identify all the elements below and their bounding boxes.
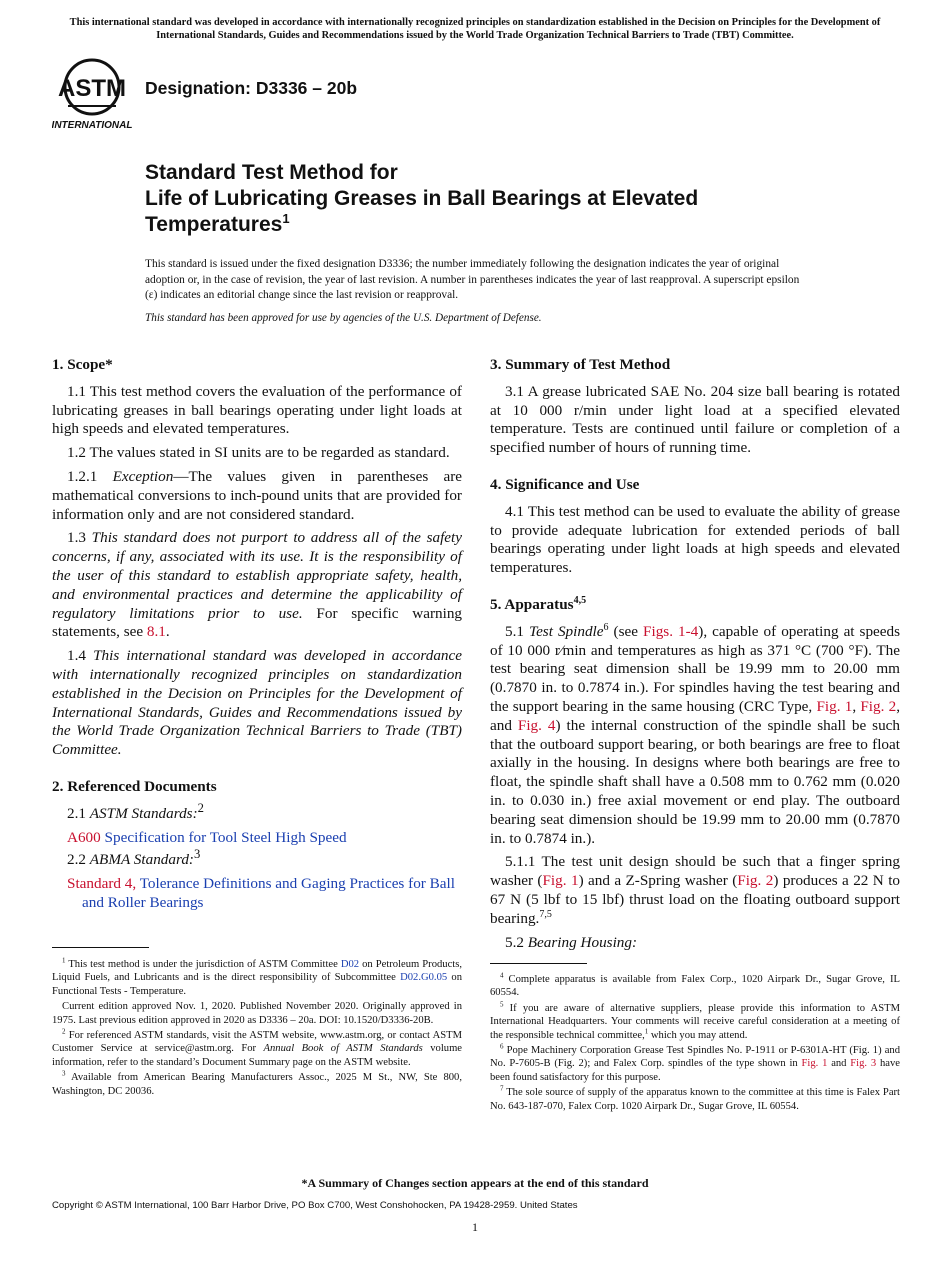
footnote-5: $^5$ If you are aware of alternative suppliers, please provide this information to ASTM International Headquarters. Your comments will receive careful consideration at a meeting of the responsible technical committee,$^1$ which you may attend. bbox=[490, 1000, 900, 1041]
para-3-1: 3.1 A grease lubricated SAE No. 204 size ball bearing is rotated at 10 000 r/min under light load at a specified elevated temperature. Tests are continued until failure or completion of a specified number of hours of running time. bbox=[490, 382, 900, 457]
right-column bbox=[490, 356, 900, 957]
title-line2: Life of Lubricating Greases in Ball Bearings at Elevated Temperatures bbox=[145, 187, 699, 236]
footnote-1: $^1$ This test method is under the jurisdiction of ASTM Committee D02 on Petroleum Products, Liquid Fuels, and Lubricants and is the direct responsibility of Subcommittee D02.G0.05 on Functional Tests - Temperature. bbox=[52, 956, 463, 997]
link-fig-2[interactable]: Fig. 2 bbox=[860, 697, 897, 715]
para-2-2: 2.2 ABMA Standard:$^3$ bbox=[67, 847, 201, 869]
logo-text: ASTM bbox=[58, 75, 126, 102]
astm-logo bbox=[52, 56, 136, 132]
footnote-2: $^2$ For referenced ASTM standards, visit the ASTM website, www.astm.org, or contact ASTM Customer Service at service@astm.org. For Annual Book of ASTM Standards volume information, refer to the standard’s Document Summary page on the ASTM website. bbox=[52, 1027, 463, 1068]
footnote-3: $^3$ Available from American Bearing Manufacturers Assoc., 2025 M St., NW, Ste 800, Washington, DC 20036. bbox=[52, 1069, 462, 1097]
footnotes-right bbox=[490, 973, 900, 1115]
link-fig-1[interactable]: Fig. 1 bbox=[816, 697, 853, 715]
page-number: 1 bbox=[472, 1220, 478, 1234]
para-1-2: 1.2 The values stated in SI units are to be regarded as standard. bbox=[67, 444, 450, 462]
link-a600[interactable]: A600 bbox=[67, 828, 101, 846]
para-5-1-1: 5.1.1 The test unit design should be such that a finger spring washer (Fig. 1) and a Z-Spring washer (Fig. 2) produces a 22 N to 67 N (5 lbf to 15 lbf) thrust load on the floating outboard support bearing.$^{7,5}$ bbox=[490, 853, 901, 927]
link-fig-1-b[interactable]: Fig. 1 bbox=[542, 872, 579, 890]
para-5-1: 5.1 Test Spindle$^6$ (see Figs. 1-4), capable of operating at speeds of 10 000 r⁄min and temperatures as high as 371 °C (700 °F). The test bearing seat dimension shall be 19.99 mm to 20.00 mm (0.7870 in. to 0.7874 in.). For spindles having the test bearing and the support bearing in the same housing (CRC Type, Fig. 1, Fig. 2, and Fig. 4) the internal construction of the spindle shall be such that the outboard support bearing, or both bearings are free to float axially in the housing. In designs where both bearings are free to float, the spindle shaft shall have a 0.508 mm to 0.762 mm (0.020 in. to 0.030 in.) free axial movement or end play. The outboard bearing seat dimension should be 19.99 mm to 20.00 mm (0.7870 in. to 0.7874 in.). bbox=[490, 621, 901, 847]
footnote-7: $^7$ The sole source of supply of the apparatus known to the committee at this time is Falex Part No. 643-187-070, Falex Corp. 1020 Airpark Dr., Sugar Grove, IL 60554. bbox=[490, 1084, 900, 1112]
para-1-3: 1.3 This standard does not purport to address all of the safety concerns, if any, associated with its use. It is the responsibility of the user of this standard to establish appropriate safety, health, and environmental practices and determine the applicability of regulatory limitations prior to use. For specific warning statements, see 8.1. bbox=[52, 529, 463, 641]
link-standard-4[interactable]: Standard 4, bbox=[67, 875, 137, 893]
para-1-1: 1.1 This test method covers the evaluation of the performance of lubricating greases in ball bearings operating under light loads at high speeds and elevated temperatures. bbox=[52, 382, 462, 438]
left-column bbox=[52, 356, 462, 917]
link-fig-2-b[interactable]: Fig. 2 bbox=[737, 872, 774, 890]
designation: Designation: D3336 – 20b bbox=[145, 78, 358, 98]
link-figs-1-4[interactable]: Figs. 1-4 bbox=[643, 622, 699, 640]
link-standard-4-title[interactable]: Tolerance Definitions and Gaging Practices for Ball and Roller Bearings bbox=[82, 875, 455, 911]
title-footnote-mark: 1 bbox=[282, 211, 290, 226]
copyright: Copyright © ASTM International, 100 Barr Harbor Drive, PO Box C700, West Conshohocken, PA 19428-2959. United States bbox=[52, 1200, 578, 1211]
footnote-1-edition: Current edition approved Nov. 1, 2020. Published November 2020. Originally approved in 1975. Last previous edition approved in 2020 as D3336 – 20a. DOI: 10.1520/D3336-20B. bbox=[52, 1001, 462, 1026]
footnote-6: $^6$ Pope Machinery Corporation Grease Test Spindles No. P-1911 or P-6301A-HT (Fig. 1) and No. P-7605-B (Fig. 2); and Falex Corp. spindles of the type shown in Fig. 1 and Fig. 3 have been found satisfactory for this purpose. bbox=[490, 1042, 900, 1083]
title-line1: Standard Test Method for bbox=[145, 161, 398, 184]
apparatus-heading: 5. Apparatus$^{4,5}$ bbox=[490, 594, 587, 613]
link-d02-g0-05[interactable]: D02.G0.05 bbox=[400, 972, 448, 984]
footnotes-left bbox=[52, 958, 462, 1100]
referenced-heading: 2. Referenced Documents bbox=[52, 777, 217, 795]
para-4-1: 4.1 This test method can be used to evaluate the ability of grease to provide adequate lubrication for extended periods of ball bearings operating under light loads at high speeds and elevated temperatures. bbox=[490, 502, 900, 577]
link-8-1[interactable]: 8.1 bbox=[146, 623, 166, 641]
significance-heading: 4. Significance and Use bbox=[490, 475, 640, 493]
scope-heading: 1. Scope* bbox=[52, 356, 113, 373]
dod-approval: This standard has been approved for use by agencies of the U.S. Department of Defense. bbox=[145, 312, 542, 324]
footnote-rule-right bbox=[490, 963, 587, 964]
para-2-1: 2.1 ASTM Standards:$^2$ bbox=[67, 800, 204, 822]
para-5-2: 5.2 Bearing Housing: bbox=[505, 933, 638, 951]
logo-subtext: INTERNATIONAL bbox=[52, 120, 133, 131]
footnote-4: $^4$ Complete apparatus is available from Falex Corp., 1020 Airpark Dr., Sugar Grove, IL 60554. bbox=[490, 971, 900, 999]
intro-text: This standard is issued under the fixed designation D3336; the number immediately following the designation indicates the year of original adoption or, in the case of revision, the year of last revision. A number in parentheses indicates the year of last reapproval. A superscript epsilon (ε) indicates an editorial change since the last revision or reapproval. bbox=[145, 258, 800, 301]
footnote-rule-left bbox=[52, 947, 149, 948]
ref-standard-4 bbox=[52, 875, 462, 913]
para-1-4: 1.4 This international standard was developed in accordance with internationally recognized principles on standardization established in the Decision on Principles for the Development of International Standards, Guides and Recommendations issued by the World Trade Organization Technical Barriers to Trade (TBT) Committee. bbox=[52, 647, 463, 759]
page-title bbox=[145, 160, 845, 238]
header-notice: This international standard was developed in accordance with internationally recognized principles on standardization established in the Decision on Principles for the Development of International Standards, Guides and Recommendations issued by the World Trade Organization Technical Barriers to Trade (TBT) Committee. bbox=[69, 17, 881, 41]
para-1-2-1: 1.2.1 Exception—The values given in parentheses are mathematical conversions to inch-pound units that are provided for information only and are not considered standard. bbox=[52, 467, 462, 523]
link-a600-title[interactable]: Specification for Tool Steel High Speed bbox=[104, 828, 347, 846]
link-fn-fig-1[interactable]: Fig. 1 bbox=[801, 1058, 828, 1070]
link-fig-4[interactable]: Fig. 4 bbox=[517, 716, 556, 734]
link-d02[interactable]: D02 bbox=[340, 959, 360, 970]
link-fn-fig-3[interactable]: Fig. 3 bbox=[850, 1058, 877, 1070]
summary-heading: 3. Summary of Test Method bbox=[490, 356, 671, 373]
summary-of-changes-note: *A Summary of Changes section appears at the end of this standard bbox=[301, 1176, 649, 1190]
ref-a600 bbox=[52, 829, 462, 848]
